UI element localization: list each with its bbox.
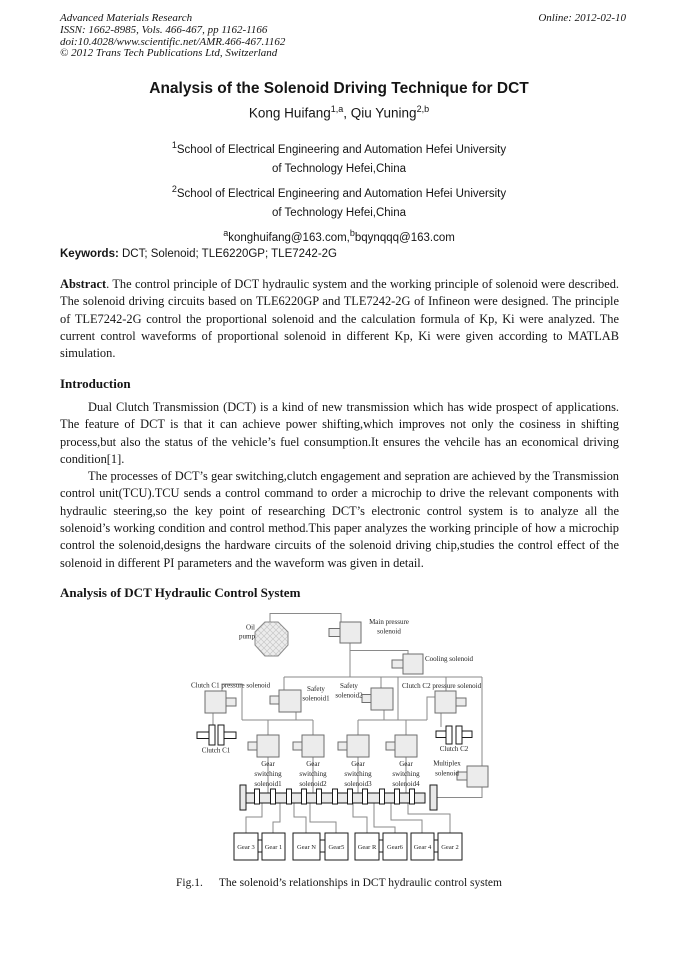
clutch-c2-label: Clutch C2 — [439, 745, 469, 753]
keywords-label: Keywords: — [60, 248, 119, 260]
gear-switching-solenoid-2-shape — [293, 735, 324, 757]
affiliation-1-line-1: $^1$School of Electrical Engineering and Automation Hefei University — [171, 140, 507, 156]
abstract-text: . The control principle of DCT hydraulic system and the working principle of solenoid were described. The solenoid driving circuits based on TLE6220GP and TLE7242-2G of Infineon were designed. The principle of TLE7242-2G control the proportional solenoid and the calculation formula of Kp, Ki were analyzed. The current control waveforms of proportional solenoid in different Kp, Ki were given according to MATLAB simulation. — [60, 277, 619, 361]
intro-body — [60, 399, 619, 572]
figure-caption-text: The solenoid’s relationships in DCT hydraulic control system — [218, 877, 502, 889]
affiliation-1-line-2: of Technology Hefei,China — [271, 163, 407, 176]
multiplex-solenoid-shape — [457, 766, 488, 787]
email-a: konghuifang@163.com, — [228, 231, 350, 244]
clutch-c1-pressure-solenoid-shape — [205, 691, 236, 713]
selector-shaft — [240, 785, 437, 810]
gear-switching-solenoid-1-label: Gear — [261, 760, 275, 768]
intro-paragraph-1: Dual Clutch Transmission (DCT) is a kind of new transmission which has wide prospect of applications. The feature of DCT is that it can achieve power shifting,which improves not only the cosiness in shifting process,but also the status of the vehicle’s fuel consumption.It ensures the vehcile has an economical driving condition[1]. — [60, 400, 619, 466]
main-pressure-solenoid-label: solenoid — [377, 627, 401, 636]
gear-switching-solenoid-2-label: solenoid2 — [299, 780, 327, 788]
clutch-c1-label: Clutch C1 — [201, 746, 231, 755]
gear-box-label: Gear 4 — [413, 844, 432, 851]
gear-switching-solenoid-3-label: Gear — [351, 760, 365, 768]
author-2: Qiu Yuning — [350, 105, 417, 121]
gear-box-label: Gear5 — [328, 844, 345, 851]
affiliation-2-line-2: of Technology Hefei,China — [271, 207, 407, 220]
keywords-line — [60, 248, 619, 260]
affiliation-1-sup: 1 — [171, 140, 177, 150]
author-1: Kong Huifang — [248, 105, 331, 121]
gear-box-label: Gear 2 — [441, 844, 459, 851]
safety-solenoid-1-shape — [270, 690, 301, 712]
gear-switching-solenoid-3-label: solenoid3 — [344, 780, 372, 788]
gear-switching-solenoid-4-label: Gear — [399, 760, 413, 768]
author-emails — [0, 224, 678, 248]
clutch-c1-pressure-label: Clutch C1 pressure solenoid — [191, 681, 271, 690]
journal-header — [60, 13, 626, 60]
multiplex-solenoid-label: Multiplex — [433, 759, 461, 768]
safety-solenoid-2-shape — [362, 688, 393, 710]
gear-boxes — [234, 833, 462, 860]
intro-heading: Introduction — [60, 376, 131, 391]
abstract-label: Abstract — [60, 277, 107, 291]
oil-pump-shape — [255, 622, 288, 656]
doi-line: doi:10.4028/www.scientific.net/AMR.466-467.1162 — [60, 35, 286, 48]
gear-switching-solenoid-3-label: switching — [344, 770, 372, 778]
issn-line: ISSN: 1662-8985, Vols. 466-467, pp 1162-1166 — [60, 23, 268, 36]
abstract — [60, 276, 619, 362]
keywords-value: DCT; Solenoid; TLE6220GP; TLE7242-2G — [118, 248, 337, 260]
safety-solenoid-2-label: solenoid2 — [335, 691, 363, 700]
intro-paragraph-2: The processes of DCT’s gear switching,clutch engagement and sepration are achieved by the Transmission control unit(TCU).TCU sends a control command to order a microchip to drive the relevant components with hydraulic steering,so the key point of researching DCT’s electronic control system is to analyze all the solenoid’s working condition and control method.This paper analyzes the working principle of how a microchip control the solenoid,designs the hardware circuits of the solenoid driving chip,studies the control effect of the solenoid in different PI parameters and the waveform was given in detail. — [60, 469, 619, 570]
multiplex-solenoid-label: solenoid — [435, 769, 459, 778]
gear-box-label: Gear6 — [387, 844, 403, 851]
gear-switching-solenoid-2-label: switching — [299, 770, 327, 778]
gear-switching-solenoid-1-label: switching — [254, 770, 282, 778]
figure-1-caption — [0, 877, 678, 889]
author-separator: , — [343, 105, 351, 121]
safety-solenoid-2-label: Safety — [340, 682, 358, 690]
journal-header-left — [60, 13, 285, 60]
gear-switching-solenoid-3-shape — [338, 735, 369, 757]
clutch-c2-shape — [436, 726, 472, 744]
gear-box-label: Gear 3 — [237, 844, 255, 851]
gear-box-label: Gear N — [297, 844, 316, 851]
figure-1-diagram — [185, 605, 495, 866]
author-2-sup: 2,b — [416, 104, 430, 114]
gear-switching-solenoid-4-label: switching — [392, 770, 420, 778]
gear-box-label: Gear 1 — [264, 844, 283, 851]
gear-switching-solenoid-2-label: Gear — [306, 760, 320, 768]
safety-solenoid-1-label: solenoid1 — [302, 694, 330, 703]
oil-pump-label: pump — [239, 632, 255, 641]
author-1-sup: 1,a — [330, 104, 344, 114]
gear-switching-solenoid-4-label: solenoid4 — [392, 780, 420, 788]
email-b-sup: b — [349, 227, 355, 238]
oil-pump-label: Oil — [246, 623, 255, 632]
email-b: bqynqqq@163.com — [354, 231, 455, 244]
analysis-heading: Analysis of DCT Hydraulic Control System — [60, 585, 301, 600]
copyright-line: © 2012 Trans Tech Publications Ltd, Switzerland — [60, 47, 278, 60]
gear-switching-solenoid-1-label: solenoid1 — [254, 780, 282, 788]
gear-switching-solenoid-1-shape — [248, 735, 279, 757]
gear-switching-solenoid-4-shape — [386, 735, 417, 757]
clutch-c2-pressure-label: Clutch C2 pressure solenoid — [402, 682, 482, 690]
email-a-sup: a — [223, 227, 229, 238]
online-date: Online: 2012-02-10 — [538, 12, 626, 24]
main-pressure-solenoid-shape — [329, 622, 361, 643]
cooling-solenoid-shape — [392, 654, 423, 674]
figure-caption-label: Fig.1. — [176, 877, 203, 889]
clutch-c2-pressure-solenoid-shape — [435, 691, 466, 713]
journal-name: Advanced Materials Research — [60, 12, 193, 24]
affiliation-2-sup: 2 — [171, 183, 177, 194]
safety-solenoid-1-label: Safety — [307, 685, 325, 693]
gear-box-label: Gear R — [357, 844, 377, 851]
paper-title: Analysis of the Solenoid Driving Technique for DCT — [149, 80, 529, 97]
cooling-solenoid-label: Cooling solenoid — [425, 655, 474, 663]
clutch-c1-shape — [197, 725, 236, 745]
authors-line — [0, 104, 678, 121]
main-pressure-solenoid-label: Main pressure — [369, 618, 409, 626]
affiliation-2-line-1: $^2$School of Electrical Engineering and Automation Hefei University — [171, 183, 507, 200]
affiliations — [0, 136, 678, 248]
